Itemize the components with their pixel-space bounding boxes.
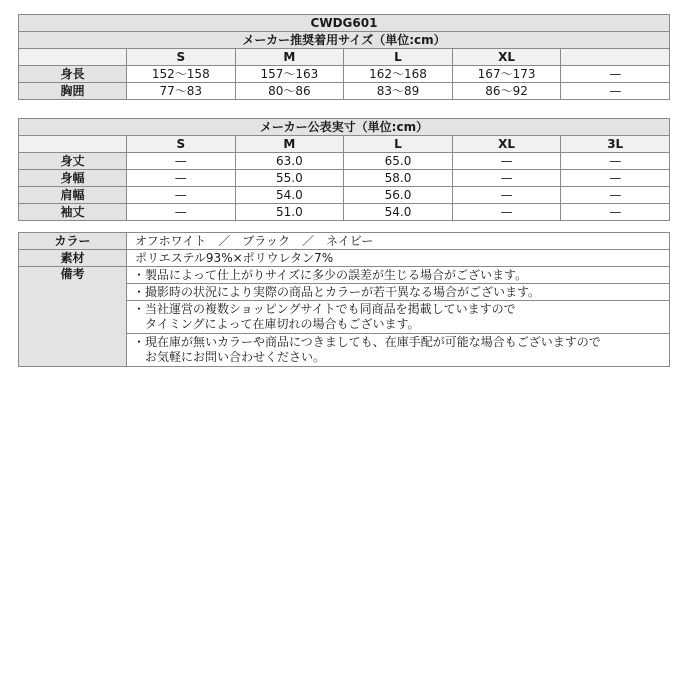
note-item	[127, 284, 670, 301]
row-label: 胸囲	[19, 83, 127, 100]
size-label: S	[127, 49, 236, 66]
table-cell: 51.0	[235, 204, 344, 221]
table-row	[19, 153, 670, 170]
row-label: 身丈	[19, 153, 127, 170]
size-label: L	[344, 49, 453, 66]
actual-size-title: メーカー公表実寸（単位:cm）	[19, 119, 670, 136]
size-label: XL	[452, 136, 561, 153]
note-line: ・製品によって仕上がりサイズに多少の誤差が生じる場合がございます。	[133, 267, 528, 282]
table-cell: —	[561, 153, 670, 170]
corner-cell	[19, 136, 127, 153]
size-label: S	[127, 136, 236, 153]
color-value: オフホワイト ／ ブラック ／ ネイビー	[127, 233, 670, 250]
row-label: 肩幅	[19, 187, 127, 204]
table-cell: 152～158	[127, 66, 236, 83]
table-cell: 167～173	[452, 66, 561, 83]
table-cell: —	[561, 187, 670, 204]
note-line: お気軽にお問い合わせください。	[133, 350, 326, 364]
table-row	[19, 83, 670, 100]
note-item	[127, 334, 670, 367]
material-label: 素材	[19, 250, 127, 267]
table-cell: 162～168	[344, 66, 453, 83]
table-cell: —	[452, 170, 561, 187]
row-label: 袖丈	[19, 204, 127, 221]
table-row	[19, 204, 670, 221]
table-cell: 56.0	[344, 187, 453, 204]
note-line: タイミングによって在庫切れの場合もございます。	[133, 317, 420, 331]
recommended-size-title: メーカー推奨着用サイズ（単位:cm）	[19, 32, 670, 49]
table-cell: 58.0	[344, 170, 453, 187]
size-label: XL	[452, 49, 561, 66]
table-cell: —	[127, 187, 236, 204]
table-cell: —	[127, 170, 236, 187]
table-row	[19, 66, 670, 83]
note-row	[19, 267, 670, 284]
table-cell: —	[561, 66, 670, 83]
table-row	[19, 170, 670, 187]
table-cell: 77～83	[127, 83, 236, 100]
table-cell: —	[452, 204, 561, 221]
note-line: ・撮影時の状況により実際の商品とカラーが若干異なる場合がございます。	[133, 284, 541, 299]
table-cell: —	[127, 204, 236, 221]
size-label: M	[235, 49, 344, 66]
note-item	[127, 267, 670, 284]
table-cell: —	[452, 187, 561, 204]
table-cell: 54.0	[344, 204, 453, 221]
material-row	[19, 250, 670, 267]
size-label: L	[344, 136, 453, 153]
table-cell: —	[452, 153, 561, 170]
note-line: ・当社運営の複数ショッピングサイトでも同商品を掲載していますので	[133, 302, 516, 316]
product-info-table	[18, 232, 670, 367]
table-cell: 80～86	[235, 83, 344, 100]
table-cell: 65.0	[344, 153, 453, 170]
material-value: ポリエステル93%×ポリウレタン7%	[127, 250, 670, 267]
color-label: カラー	[19, 233, 127, 250]
table-cell: —	[561, 204, 670, 221]
corner-cell	[19, 49, 127, 66]
size-label: 3L	[561, 136, 670, 153]
table-cell: —	[127, 153, 236, 170]
size-header-row	[19, 49, 670, 66]
recommended-size-table	[18, 14, 670, 100]
actual-size-table	[18, 118, 670, 221]
size-label: M	[235, 136, 344, 153]
row-label: 身幅	[19, 170, 127, 187]
table-row	[19, 187, 670, 204]
note-item	[127, 301, 670, 334]
size-header-row	[19, 136, 670, 153]
size-label	[561, 49, 670, 66]
notes-label: 備考	[19, 267, 127, 367]
color-row	[19, 233, 670, 250]
table-cell: 83～89	[344, 83, 453, 100]
table-cell: 63.0	[235, 153, 344, 170]
table-cell: 86～92	[452, 83, 561, 100]
table-cell: 55.0	[235, 170, 344, 187]
table-cell: —	[561, 83, 670, 100]
product-code: CWDG601	[19, 15, 670, 32]
table-cell: —	[561, 170, 670, 187]
row-label: 身長	[19, 66, 127, 83]
table-cell: 54.0	[235, 187, 344, 204]
table-cell: 157～163	[235, 66, 344, 83]
note-line: ・現在庫が無いカラーや商品につきましても、在庫手配が可能な場合もございますので	[133, 335, 601, 349]
